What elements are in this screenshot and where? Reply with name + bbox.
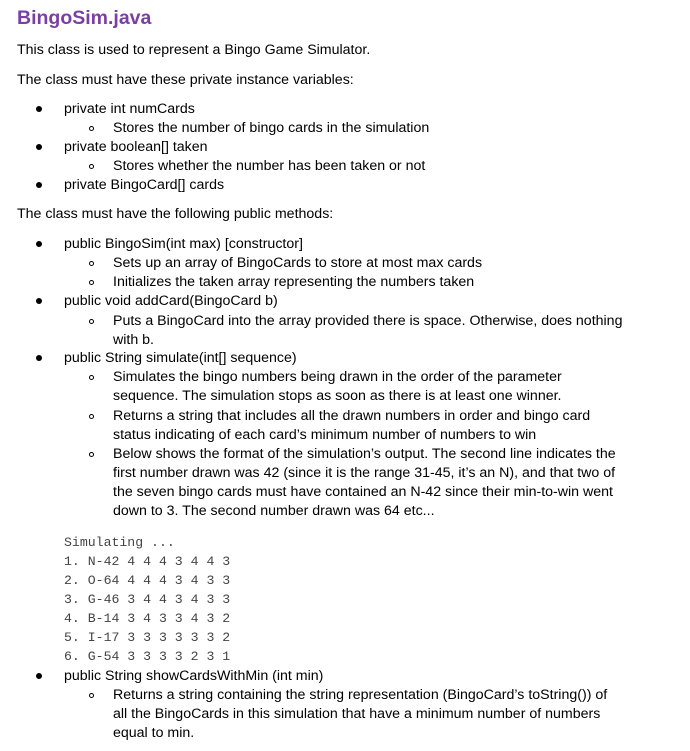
sub-list-item: Simulates the bingo numbers being drawn in the order of the parameter (113, 369, 562, 385)
bullet-dot (36, 144, 42, 150)
sub-list-item: Initializes the taken array representing the numbers taken (113, 274, 475, 290)
code-line: 5. I-17 3 3 3 3 3 3 2 (64, 630, 231, 645)
sub-list-item-continued: equal to min. (113, 725, 195, 741)
code-line: 6. G-54 3 3 3 3 2 3 1 (64, 649, 231, 664)
list-item: public String simulate(int[] sequence) (64, 350, 297, 366)
sub-list-item-continued: sequence. The simulation stops as soon as there is at least one winner. (113, 388, 562, 404)
sub-list-item: Stores the number of bingo cards in the simulation (113, 120, 430, 136)
bullet-dot (36, 241, 42, 247)
intro-paragraph: This class is used to represent a Bingo Game Simulator. (17, 42, 371, 58)
bullet-circle (89, 164, 94, 169)
sub-list-item: Returns a string containing the string representation (BingoCard’s toString()) of (113, 687, 608, 703)
bullet-circle (89, 261, 94, 266)
sub-list-item-continued: first number drawn was 42 (since it is the range 31-45, it’s an N), and that two of (113, 465, 616, 481)
bullet-circle (89, 693, 94, 698)
sub-list-item: Puts a BingoCard into the array provided there is space. Otherwise, does nothing (113, 313, 623, 329)
bullet-dot (36, 298, 42, 304)
list-item: private boolean[] taken (64, 139, 208, 155)
list-item: public void addCard(BingoCard b) (64, 293, 278, 309)
sub-list-item-continued: status indicating of each card’s minimum number of numbers to win (113, 427, 537, 443)
page-title: BingoSim.java (17, 7, 152, 29)
bullet-circle (89, 414, 94, 419)
code-line: Simulating ... (64, 535, 175, 550)
methods-heading: The class must have the following public methods: (17, 206, 334, 222)
sub-list-item: Below shows the format of the simulation’s output. The second line indicates the (113, 446, 616, 462)
bullet-dot (36, 673, 42, 679)
sub-list-item: Returns a string that includes all the drawn numbers in order and bingo card (113, 408, 591, 424)
code-line: 3. G-46 3 4 4 3 4 3 3 (64, 592, 231, 607)
sub-list-item-continued: down to 3. The second number drawn was 64 etc... (113, 503, 435, 519)
code-line: 1. N-42 4 4 4 3 4 4 3 (64, 554, 231, 569)
bullet-circle (89, 375, 94, 380)
bullet-circle (89, 319, 94, 324)
instance-variables-heading: The class must have these private instance variables: (17, 72, 354, 88)
sub-list-item: Sets up an array of BingoCards to store at most max cards (113, 255, 483, 271)
bullet-dot (36, 355, 42, 361)
list-item: private BingoCard[] cards (64, 177, 225, 193)
bullet-dot (36, 106, 42, 112)
sub-list-item-continued: all the BingoCards in this simulation that have a minimum number of numbers (113, 706, 601, 722)
sub-list-item-continued: with b. (113, 332, 155, 348)
bullet-dot (36, 182, 42, 188)
code-line: 4. B-14 3 4 3 3 4 3 2 (64, 611, 231, 626)
list-item: public BingoSim(int max) [constructor] (64, 236, 303, 252)
list-item: public String showCardsWithMin (int min) (64, 668, 324, 684)
sub-list-item: Stores whether the number has been taken or not (113, 158, 426, 174)
code-line: 2. O-64 4 4 4 3 4 3 3 (64, 573, 231, 588)
list-item: private int numCards (64, 101, 195, 117)
sub-list-item-continued: the seven bingo cards must have contained an N-42 since their min-to-win went (113, 484, 613, 500)
bullet-circle (89, 280, 94, 285)
bullet-circle (89, 452, 94, 457)
bullet-circle (89, 126, 94, 131)
